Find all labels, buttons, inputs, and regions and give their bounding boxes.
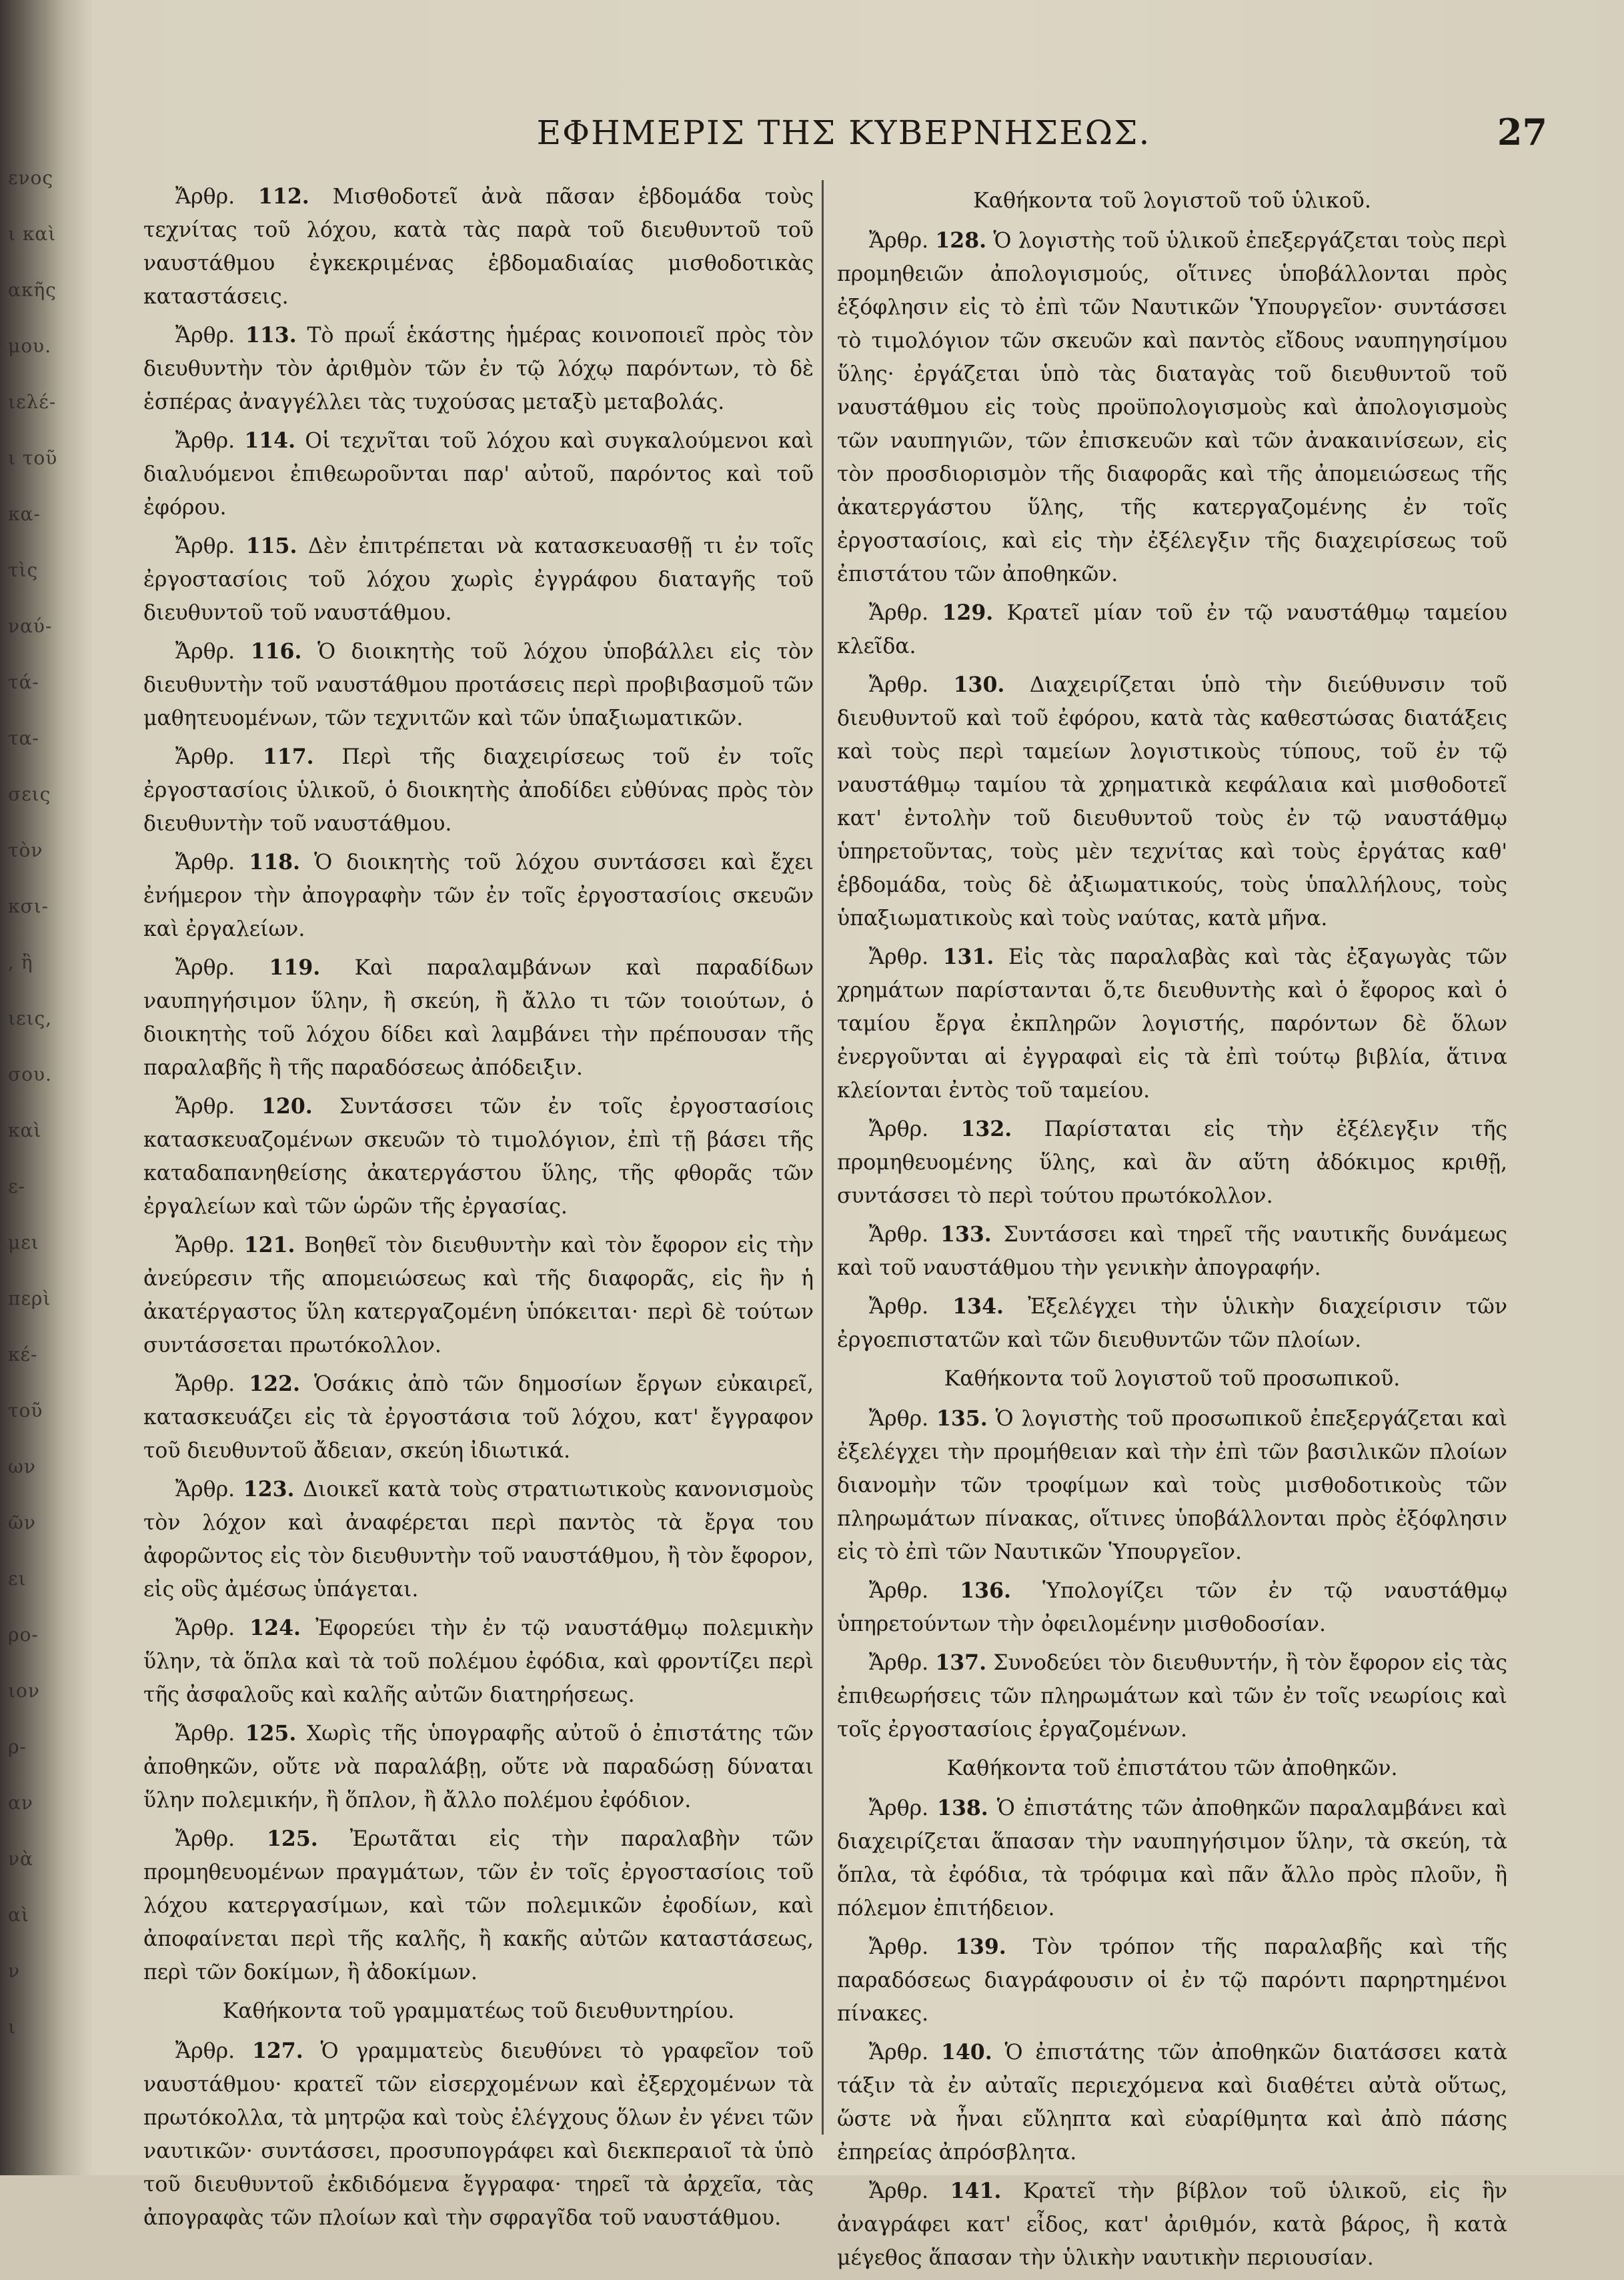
margin-fragment: ει xyxy=(8,1568,27,1590)
article-paragraph xyxy=(143,1090,814,1223)
article-text: Συντάσσει τῶν ἐν τοῖς ἐργοστασίοις κατασκευαζομένων σκευῶν τὸ τιμολόγιον, ἐπὶ τῇ βάσει τῆς καταδαπανηθείσης ἀκατεργάστου ὕλης, τῆς φθορᾶς τῶν ἐργαλείων καὶ τῶν ὡρῶν τῆς ἐργασίας. xyxy=(143,1095,814,1219)
margin-fragment: τα- xyxy=(8,727,39,749)
margin-fragment: νὰ xyxy=(8,1848,33,1870)
margin-fragment: μει xyxy=(8,1231,39,1253)
article-number: 137. xyxy=(935,1650,987,1675)
margin-fragment: ων xyxy=(8,1456,36,1478)
article-text: Ὁ διοικητὴς τοῦ λόχου ὑποβάλλει εἰς τὸν διευθυντὴν τοῦ ναυστάθμου προτάσεις περὶ προβιβασμοῦ τῶν μαθητευομένων, τῶν τεχνιτῶν καὶ τῶν ὑπαξιωματικῶν. xyxy=(143,640,814,730)
page-number: 27 xyxy=(1497,111,1547,153)
right-column xyxy=(837,180,1507,2280)
article-label: Ἄρθρ. xyxy=(175,640,235,664)
article-text: Οἱ τεχνῖται τοῦ λόχου καὶ συγκαλούμενοι καὶ διαλυόμενοι ἐπιθεωροῦνται παρ' αὐτοῦ, παρόντος καὶ τοῦ ἐφόρου. xyxy=(143,429,814,520)
article-label: Ἄρθρ. xyxy=(869,229,929,253)
left-page-fragment xyxy=(0,167,80,2101)
article-label: Ἄρθρ. xyxy=(869,1117,929,1141)
article-text: Μισθοδοτεῖ ἀνὰ πᾶσαν ἑβδομάδα τοὺς τεχνίτας τοῦ λόχου, κατὰ τὰς παρὰ τοῦ διευθυντοῦ τοῦ ναυστάθμου ἐγκεκριμένας ἑβδομαδιαίας μισθοδοτικὰς καταστάσεις. xyxy=(143,185,814,309)
article-label: Ἄρθρ. xyxy=(869,673,929,697)
article-number: 140. xyxy=(940,2040,992,2065)
article-text: Ὁ λογιστὴς τοῦ προσωπικοῦ ἐπεξεργάζεται καὶ ἐξελέγχει τὴν προμήθειαν καὶ τὴν ἐπὶ τῶν βασιλικῶν πλοίων διανομὴν τῶν τροφίμων καὶ τοὺς μισθοδοτικοὺς τῶν πληρωμάτων πίνακας, οἵτινες ὑποβάλλονται πρὸς ἐξόφλησιν εἰς τὸ ἐπὶ τῶν Ναυτικῶν Ὑπουργεῖον. xyxy=(837,1407,1507,1564)
article-label: Ἄρθρ. xyxy=(869,1796,929,1820)
article-text: Συνοδεύει τὸν διευθυντήν, ἢ τὸν ἔφορον εἰς τὰς ἐπιθεωρήσεις τῶν πληρωμάτων καὶ τῶν ἐν τοῖς νεωρίοις καὶ τοῖς ἐργοστασίοις ἐργαζομένων. xyxy=(837,1651,1507,1742)
margin-fragment: ιεις, xyxy=(8,1007,53,1029)
article-paragraph xyxy=(837,941,1507,1107)
article-paragraph xyxy=(837,1574,1507,1641)
margin-fragment: κσι- xyxy=(8,895,49,917)
article-label: Ἄρθρ. xyxy=(175,429,235,453)
article-label: Ἄρθρ. xyxy=(175,1372,235,1396)
article-number: 130. xyxy=(953,672,1005,697)
article-text: Ὁ ἐπιστάτης τῶν ἀποθηκῶν διατάσσει κατὰ τάξιν τὰ ἐν αὐταῖς περιεχόμενα καὶ διαθέτει αὐτὰ οὕτως, ὥστε νὰ ἦναι εὔληπτα καὶ εὐαρίθμητα καὶ ἀπὸ πάσης ἐπηρείας ἀπρόσβλητα. xyxy=(837,2041,1507,2165)
article-text: Ὁ διοικητὴς τοῦ λόχου συντάσσει καὶ ἔχει ἐνήμερον τὴν ἀπογραφὴν τῶν ἐν τοῖς ἐργοστασίοις σκευῶν καὶ ἐργαλείων. xyxy=(143,850,814,941)
section-heading: Καθήκοντα τοῦ λογιστοῦ τοῦ ὑλικοῦ. xyxy=(973,189,1371,213)
article-number: 129. xyxy=(942,600,994,625)
margin-fragment: κέ- xyxy=(8,1343,38,1365)
article-label: Ἄρθρ. xyxy=(869,601,929,625)
article-number: 125. xyxy=(266,1826,318,1851)
article-paragraph xyxy=(143,180,814,314)
column-divider xyxy=(822,180,824,2135)
article-paragraph xyxy=(837,1646,1507,1746)
article-label: Ἄρθρ. xyxy=(869,1651,929,1675)
margin-fragment: σεις xyxy=(8,783,51,805)
article-label: Ἄρθρ. xyxy=(175,185,235,209)
margin-fragment: κα- xyxy=(8,503,41,525)
article-text: Περὶ τῆς διαχειρίσεως τοῦ ἐν τοῖς ἐργοστασίοις ὑλικοῦ, ὁ διοικητὴς ἀποδίδει εὐθύνας πρὸς τὸν διευθυντὴν τοῦ ναυστάθμου. xyxy=(143,745,814,836)
article-number: 134. xyxy=(952,1294,1004,1319)
margin-fragment: ι xyxy=(8,2016,16,2038)
article-paragraph xyxy=(143,740,814,840)
margin-fragment: ρο- xyxy=(8,1624,39,1646)
margin-fragment: αν xyxy=(8,1792,33,1814)
margin-fragment: μου. xyxy=(8,335,51,357)
article-number: 131. xyxy=(942,945,994,969)
article-paragraph xyxy=(143,424,814,524)
article-paragraph xyxy=(143,635,814,735)
article-paragraph xyxy=(143,951,814,1085)
article-label: Ἄρθρ. xyxy=(175,2039,235,2063)
article-text: Ὁ λογιστὴς τοῦ ὑλικοῦ ἐπεξεργάζεται τοὺς περὶ προμηθειῶν ἀπολογισμούς, οἵτινες ὑποβάλλονται πρὸς ἐξόφλησιν εἰς τὸ ἐπὶ τῶν Ναυτικῶν Ὑπουργεῖον· συντάσσει τὸ τιμολόγιον τῶν σκευῶν καὶ παντὸς εἴδους ναυπηγησίμου ὕλης· ἐργάζεται ὑπὸ τὰς διαταγὰς τοῦ διευθυντοῦ τοῦ ναυστάθμου εἰς τοὺς προϋπολογισμοὺς καὶ ἀπολογισμοὺς τῶν ναυπηγιῶν, τῶν ἐπισκευῶν καὶ τῶν ἀνακαινίσεων, εἰς τὸν προσδιορισμὸν τῆς διαφορᾶς καὶ τῆς ἀπομειώσεως τῆς ἀκατεργάστου ὕλης, τῆς κατεργαζομένης ἐν τοῖς ἐργοστασίοις, καὶ εἰς τὴν ἐξέλεγξιν τῆς διαχειρίσεως τοῦ ἐπιστάτου τῶν ἀποθηκῶν. xyxy=(837,229,1507,586)
article-text: Ἐρωτᾶται εἰς τὴν παραλαβὴν τῶν προμηθευομένων πραγμάτων, τῶν ἐν τοῖς ἐργοστασίοις τοῦ λόχου κατεργασίμων, καὶ τῶν πολεμικῶν ἐφοδίων, καὶ ἀποφαίνεται περὶ τῆς καλῆς, ἢ κακῆς αὐτῶν καταστάσεως, περὶ τῶν δοκίμων, ἢ ἀδοκίμων. xyxy=(143,1827,814,1984)
article-paragraph xyxy=(837,596,1507,663)
article-text: Συντάσσει καὶ τηρεῖ τῆς ναυτικῆς δυνάμεως καὶ τοῦ ναυστάθμου τὴν γενικὴν ἀπογραφήν. xyxy=(837,1223,1507,1280)
margin-fragment: ῶν xyxy=(8,1512,36,1534)
article-paragraph xyxy=(143,1367,814,1468)
article-label: Ἄρθρ. xyxy=(869,1935,929,1959)
margin-fragment: καὶ xyxy=(8,1119,42,1141)
margin-fragment: ναύ- xyxy=(8,615,53,637)
article-paragraph xyxy=(837,1218,1507,1285)
margin-fragment: ενος xyxy=(8,167,54,189)
article-label: Ἄρθρ. xyxy=(175,850,235,875)
article-text: Ὑπολογίζει τῶν ἐν τῷ ναυστάθμῳ ὑπηρετούντων τὴν ὀφειλομένην μισθοδοσίαν. xyxy=(837,1579,1508,1636)
article-label: Ἄρθρ. xyxy=(175,324,235,348)
section-heading: Καθήκοντα τοῦ ἐπιστάτου τῶν ἀποθηκῶν. xyxy=(946,1756,1398,1780)
article-label: Ἄρθρ. xyxy=(869,945,929,969)
margin-fragment: ι καὶ xyxy=(8,223,57,245)
margin-fragment: τά- xyxy=(8,671,39,693)
article-label: Ἄρθρ. xyxy=(175,1478,235,1502)
article-text: Κρατεῖ μίαν τοῦ ἐν τῷ ναυστάθμῳ ταμείου κλεῖδα. xyxy=(837,601,1508,658)
article-label: Ἄρθρ. xyxy=(175,1827,235,1851)
article-label: Ἄρθρ. xyxy=(869,1223,929,1247)
article-number: 141. xyxy=(950,2179,1002,2203)
article-number: 132. xyxy=(960,1117,1012,1141)
article-label: Ἄρθρ. xyxy=(175,1616,235,1640)
article-label: Ἄρθρ. xyxy=(175,1722,235,1746)
article-number: 115. xyxy=(245,534,297,558)
margin-fragment: σου. xyxy=(8,1063,52,1085)
article-text: Τὸ πρωΐ ἑκάστης ἡμέρας κοινοποιεῖ πρὸς τὸν διευθυντὴν τὸν ἀριθμὸν τῶν ἐν τῷ λόχῳ παρόντων, τὸ δὲ ἑσπέρας ἀναγγέλλει τὰς τυχούσας μεταξὺ μεταβολάς. xyxy=(143,324,814,414)
article-text: Τὸν τρόπον τῆς παραλαβῆς καὶ τῆς παραδόσεως διαγράφουσιν οἱ ἐν τῷ παρόντι παρηρτημένοι πίνακες. xyxy=(837,1935,1507,2026)
margin-fragment: ακῆς xyxy=(8,279,57,301)
article-text: Ὁ ἐπιστάτης τῶν ἀποθηκῶν παραλαμβάνει καὶ διαχειρίζεται ἅπασαν τὴν ναυπηγήσιμον ὕλην, τὰ σκεύη, τὰ ὅπλα, τὰ ἐφόδια, τὰ τρόφιμα καὶ πᾶν ἄλλο πρὸς πλοῦν, ἢ πόλεμον ἐπιτήδειον. xyxy=(837,1796,1507,1920)
article-text: Χωρὶς τῆς ὑπογραφῆς αὐτοῦ ὁ ἐπιστάτης τῶν ἀποθηκῶν, οὔτε νὰ παραλάβῃ, οὔτε νὰ παραδώσῃ δύναται ὕλην πολεμικήν, ἢ ὅπλον, ἢ ἄλλο πολέμου ἐφόδιον. xyxy=(143,1722,814,1812)
article-number: 135. xyxy=(936,1406,988,1431)
article-text: Κρατεῖ τὴν βίβλον τοῦ ὑλικοῦ, εἰς ἣν ἀναγράφει κατ' εἶδος, κατ' ἀριθμόν, κατὰ βάρος, ἢ κατὰ μέγεθος ἅπασαν τὴν ὑλικὴν ναυτικὴν περιουσίαν. xyxy=(837,2179,1507,2270)
article-number: 125. xyxy=(245,1721,297,1746)
article-paragraph xyxy=(837,1113,1507,1213)
article-paragraph xyxy=(837,224,1507,591)
article-text: Παρίσταται εἰς τὴν ἐξέλεγξιν τῆς προμηθευομένης ὕλης, καὶ ἂν αὕτη ἀδόκιμος κριθῇ, συντάσσει τὸ περὶ τούτου πρωτόκολλον. xyxy=(837,1117,1507,1208)
article-number: 136. xyxy=(960,1578,1011,1603)
article-text: Διοικεῖ κατὰ τοὺς στρατιωτικοὺς κανονισμοὺς τὸν λόχον καὶ ἀναφέρεται περὶ παντὸς τὰ ἔργα του ἀφορῶντος εἰς τὸν διευθυντὴν τοῦ ναυστάθμου, ἢ τὸν ἔφορον, εἰς οὓς ἀμέσως ὑπάγεται. xyxy=(143,1478,814,1602)
article-label: Ἄρθρ. xyxy=(869,1407,929,1431)
margin-fragment: τοῦ xyxy=(8,1399,43,1421)
article-number: 138. xyxy=(937,1796,988,1820)
article-paragraph xyxy=(143,1473,814,1606)
article-number: 117. xyxy=(262,744,314,769)
article-paragraph xyxy=(143,1717,814,1817)
article-text: Εἰς τὰς παραλαβὰς καὶ τὰς ἐξαγωγὰς τῶν χρημάτων παρίστανται ὅ,τε διευθυντὴς καὶ ὁ ἔφορος καὶ ὁ ταμίου ἔργα ἐκπληρῶν λογιστής, παρόντων δὲ ὅλων ἐνεργοῦνται αἱ ἐγγραφαὶ εἰς τὰ ἐπὶ τούτῳ βιβλία, ἅτινα κλείονται ἐντὸς τοῦ ταμείου. xyxy=(837,945,1507,1103)
article-label: Ἄρθρ. xyxy=(175,534,235,558)
article-paragraph xyxy=(143,530,814,630)
article-label: Ἄρθρ. xyxy=(175,1095,235,1119)
article-text: Ὁσάκις ἀπὸ τῶν δημοσίων ἔργων εὐκαιρεῖ, κατασκευάζει εἰς τὰ ἐργοστάσια τοῦ λόχου, κατ' ἔγγραφον τοῦ διευθυντοῦ ἄδειαν, σκεύη ἰδιωτικά. xyxy=(143,1372,814,1463)
newspaper-title: ΕΦΗΜΕΡΙΣ ΤΗΣ ΚΥΒΕΡΝΗΣΕΩΣ. xyxy=(536,113,1151,152)
article-number: 121. xyxy=(243,1233,295,1257)
article-number: 127. xyxy=(251,2039,303,2063)
article-number: 114. xyxy=(244,428,296,453)
article-label: Ἄρθρ. xyxy=(175,1233,235,1257)
article-paragraph xyxy=(143,1229,814,1362)
margin-fragment: ε- xyxy=(8,1175,25,1197)
article-number: 128. xyxy=(935,228,987,253)
article-paragraph xyxy=(143,1612,814,1712)
article-paragraph xyxy=(837,1290,1507,1357)
article-number: 120. xyxy=(261,1094,313,1119)
article-text: Δὲν ἐπιτρέπεται νὰ κατασκευασθῇ τι ἐν τοῖς ἐργοστασίοις τοῦ λόχου χωρὶς ἐγγράφου διαταγῆς τοῦ διευθυντοῦ τοῦ ναυστάθμου. xyxy=(143,534,814,625)
article-paragraph xyxy=(837,668,1507,935)
article-number: 123. xyxy=(243,1477,295,1502)
article-number: 118. xyxy=(249,850,301,875)
margin-fragment: ιον xyxy=(8,1680,40,1702)
margin-fragment: αὶ xyxy=(8,1904,29,1926)
article-label: Ἄρθρ. xyxy=(869,2179,929,2203)
margin-fragment: περὶ xyxy=(8,1287,51,1309)
left-column xyxy=(143,180,814,2240)
section-heading: Καθήκοντα τοῦ γραμματέως τοῦ διευθυντηρίου. xyxy=(222,1999,735,2023)
article-number: 119. xyxy=(269,955,321,980)
article-text: Διαχειρίζεται ὑπὸ τὴν διεύθυνσιν τοῦ διευθυντοῦ καὶ τοῦ ἐφόρου, κατὰ τὰς καθεστώσας διατάξεις καὶ τοὺς περὶ ταμείων λογιστικοὺς τύπους, τοῦ ἐν τῷ ναυστάθμῳ ταμίου τὰ χρηματικὰ κεφάλαια καὶ μισθοδοτεῖ κατ' ἐντολὴν τοῦ διευθυντοῦ τοὺς ἐν τῷ ναυστάθμῳ ὑπηρετοῦντας, τοὺς μὲν τεχνίτας καὶ τοὺς ἐργάτας καθ' ἑβδομάδα, τοὺς δὲ ἀξιωματικούς, τοὺς ὑπαλλήλους, τοὺς ὑπαξιωματικοὺς καὶ τοὺς ναύτας, κατὰ μῆνα. xyxy=(837,673,1507,931)
article-number: 116. xyxy=(250,639,302,664)
article-number: 124. xyxy=(249,1616,301,1640)
article-label: Ἄρθρ. xyxy=(869,1579,929,1603)
article-paragraph xyxy=(837,2175,1507,2275)
margin-fragment: ν xyxy=(8,1960,21,1982)
article-label: Ἄρθρ. xyxy=(175,745,235,769)
article-paragraph xyxy=(837,1402,1507,1569)
article-label: Ἄρθρ. xyxy=(869,1295,929,1319)
article-text: Καὶ παραλαμβάνων καὶ παραδίδων ναυπηγήσιμον ὕλην, ἢ σκεύη, ἢ ἄλλο τι τῶν τοιούτων, ὁ διοικητὴς τοῦ λόχου δίδει καὶ λαμβάνει τὴν πρέπουσαν τῆς παραλαβῆς ἢ τῆς παραδόσεως ἀπόδειξιν. xyxy=(143,956,814,1080)
article-paragraph xyxy=(837,1930,1507,2031)
margin-fragment: ρ- xyxy=(8,1736,27,1758)
margin-fragment: ι τοῦ xyxy=(8,447,58,469)
article-label: Ἄρθρ. xyxy=(175,956,235,980)
article-text: Ἐφορεύει τὴν ἐν τῷ ναυστάθμῳ πολεμικὴν ὕλην, τὰ ὅπλα καὶ τὰ τοῦ πολέμου ἐφόδια, καὶ φροντίζει περὶ τῆς ἀσφαλοῦς καὶ καλῆς αὐτῶν διατηρήσεως. xyxy=(143,1616,814,1707)
article-paragraph xyxy=(143,1822,814,1989)
article-text: Βοηθεῖ τὸν διευθυντὴν καὶ τὸν ἔφορον εἰς τὴν ἀνεύρεσιν τῆς απομειώσεως καὶ τῆς διαφορᾶς, εἰς ἣν ἡ ἀκατέργαστος ὕλη κατεργαζομένη ὑπόκειται· περὶ δὲ τούτων συντάσσεται πρωτόκολλον. xyxy=(143,1233,814,1357)
article-number: 133. xyxy=(940,1222,992,1247)
page-header xyxy=(140,113,1547,160)
margin-fragment: , ἢ xyxy=(8,951,33,973)
article-paragraph xyxy=(837,1792,1507,1925)
article-number: 139. xyxy=(955,1934,1006,1959)
margin-fragment: τὸν xyxy=(8,839,43,861)
article-number: 112. xyxy=(258,184,309,209)
section-heading: Καθήκοντα τοῦ λογιστοῦ τοῦ προσωπικοῦ. xyxy=(944,1367,1401,1391)
article-text: Ὁ γραμματεὺς διευθύνει τὸ γραφεῖον τοῦ ναυστάθμου· κρατεῖ τῶν εἰσερχομένων καὶ ἐξερχομένων τὰ πρωτόκολλα, τὰ μητρῷα καὶ τοὺς ἐλέγχους ὅλων ἐν γένει τῶν ναυτικῶν· συντάσσει, προσυπογράφει καὶ διεκπεραιοῖ τὰ ὑπὸ τοῦ διευθυντοῦ ἐκδιδόμενα ἔγγραφα· τηρεῖ τὰ ἀρχεῖα, τὰς ἀπογραφὰς τῶν πλοίων καὶ τὴν σφραγῖδα τοῦ ναυστάθμου. xyxy=(143,2039,814,2230)
article-paragraph xyxy=(837,2036,1507,2169)
article-number: 122. xyxy=(249,1371,300,1396)
article-paragraph xyxy=(143,846,814,946)
article-text: Ἐξελέγχει τὴν ὑλικὴν διαχείρισιν τῶν ἐργοεπιστατῶν καὶ τῶν διευθυντῶν τῶν πλοίων. xyxy=(837,1295,1508,1352)
margin-fragment: ιελέ- xyxy=(8,391,57,413)
article-number: 113. xyxy=(245,323,297,348)
article-paragraph xyxy=(143,319,814,419)
article-paragraph xyxy=(143,2035,814,2235)
margin-fragment: τὶς xyxy=(8,559,39,581)
article-label: Ἄρθρ. xyxy=(869,2041,929,2065)
